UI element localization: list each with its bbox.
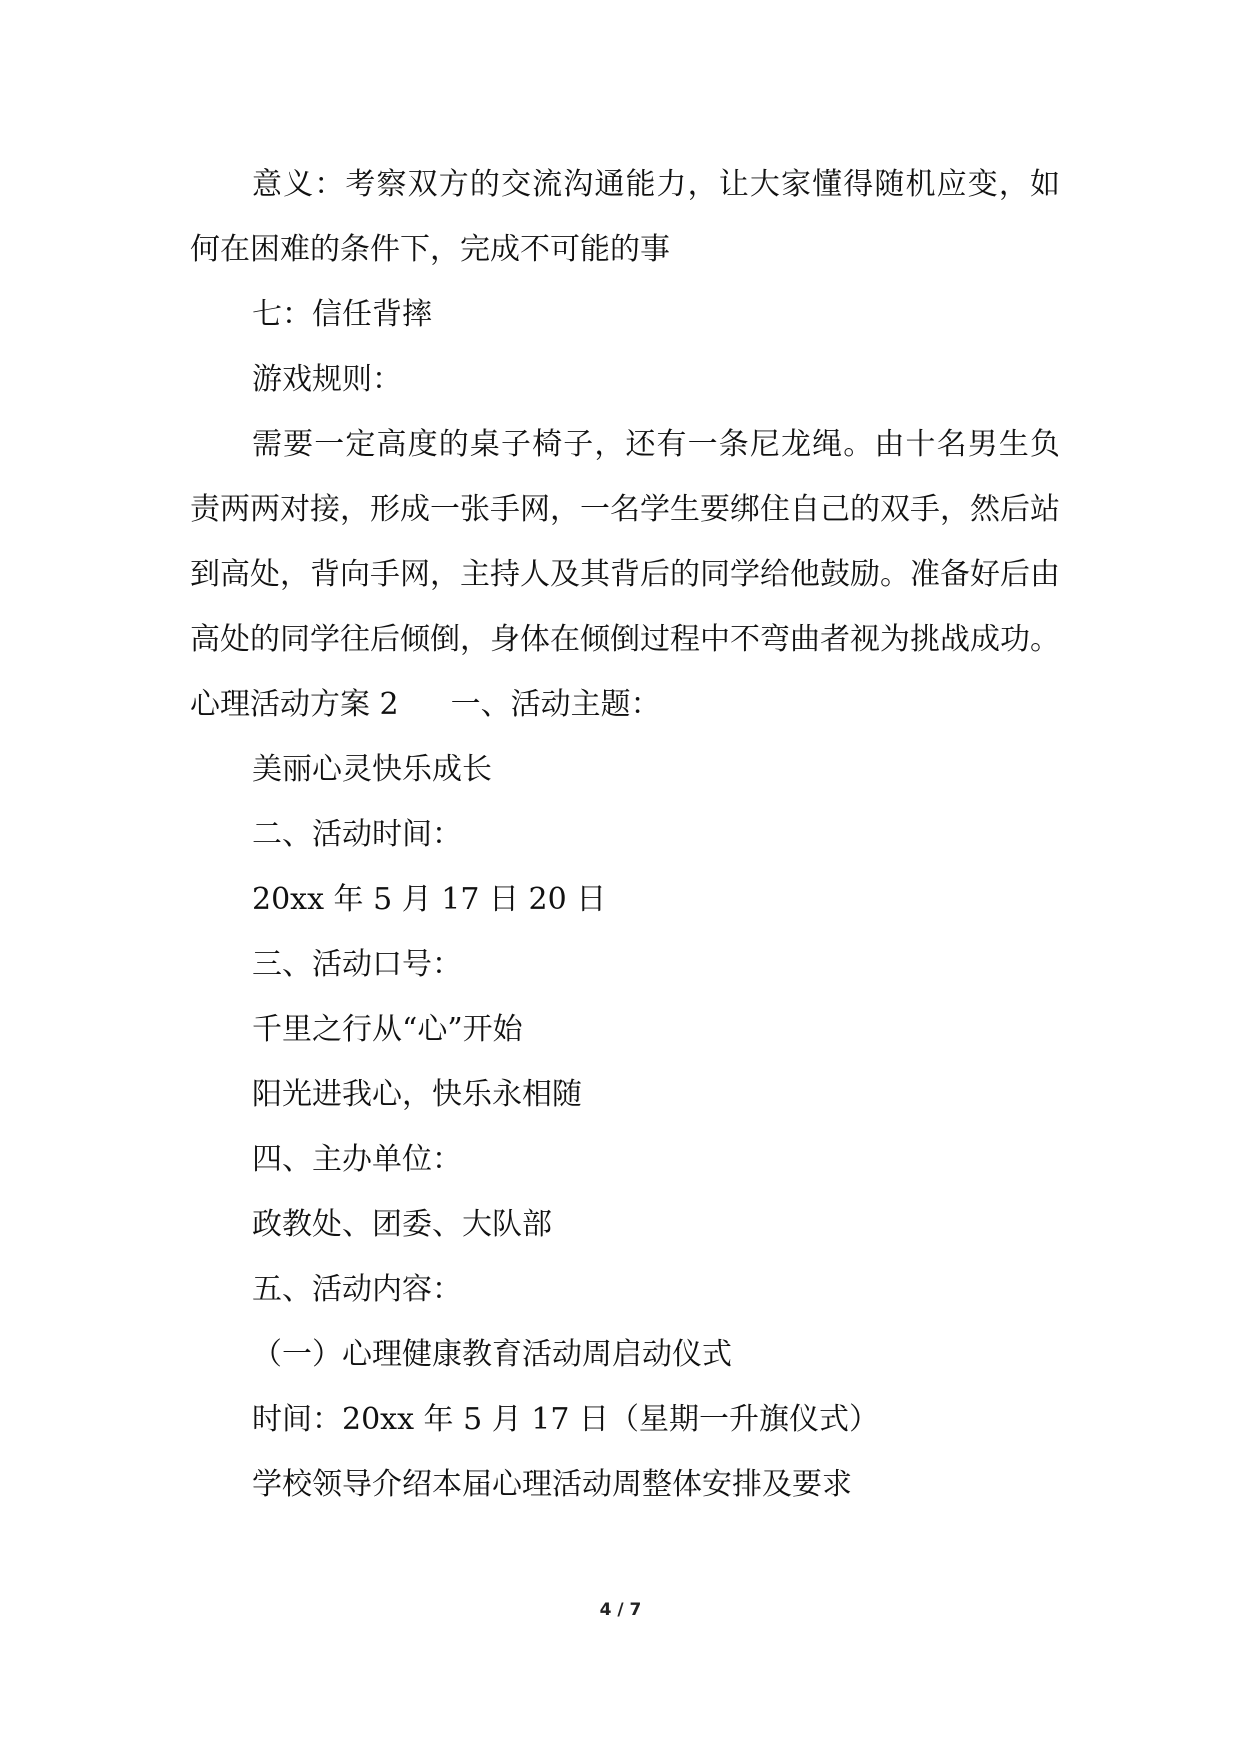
- list-item: 阳光进我心，快乐永相随: [252, 1077, 582, 1112]
- list-item: 二、活动时间：: [252, 817, 462, 852]
- section-heading-row: [190, 672, 1060, 737]
- list-item: 政教处、团委、大队部: [252, 1207, 552, 1242]
- list-item: 千里之行从“心”开始: [252, 1012, 523, 1047]
- paragraph-meaning: 意义：考察双方的交流沟通能力，让大家懂得随机应变，如何在困难的条件下，完成不可能的事: [190, 167, 1060, 267]
- list-item: 五、活动内容：: [252, 1272, 462, 1307]
- paragraph-game-rules-label: 游戏规则：: [252, 362, 402, 397]
- section-title: 心理活动方案 2: [190, 687, 399, 722]
- list-item: （一）心理健康教育活动周启动仪式: [252, 1337, 732, 1372]
- document-body: [190, 152, 1060, 1517]
- page-number: 4 / 7: [599, 1600, 642, 1620]
- paragraph-game-rules: 需要一定高度的桌子椅子，还有一条尼龙绳。由十名男生负责两两对接，形成一张手网，一名学生要绑住自己的双手，然后站到高处，背向手网，主持人及其背后的同学给他鼓励。准备好后由高处的同学往后倾倒，身体在倾倒过程中不弯曲者视为挑战成功。: [190, 427, 1060, 657]
- list-item: 四、主办单位：: [252, 1142, 462, 1177]
- list-item: 美丽心灵快乐成长: [252, 752, 492, 787]
- paragraph-heading-trust-fall: 七：信任背摔: [252, 297, 432, 332]
- section-first-item: 一、活动主题：: [450, 687, 661, 722]
- list-item: 三、活动口号：: [252, 947, 462, 982]
- list-item: 20xx 年 5 月 17 日 20 日: [252, 882, 607, 917]
- list-item: 学校领导介绍本届心理活动周整体安排及要求: [252, 1467, 852, 1502]
- list-item: 时间：20xx 年 5 月 17 日（星期一升旗仪式）: [252, 1402, 879, 1437]
